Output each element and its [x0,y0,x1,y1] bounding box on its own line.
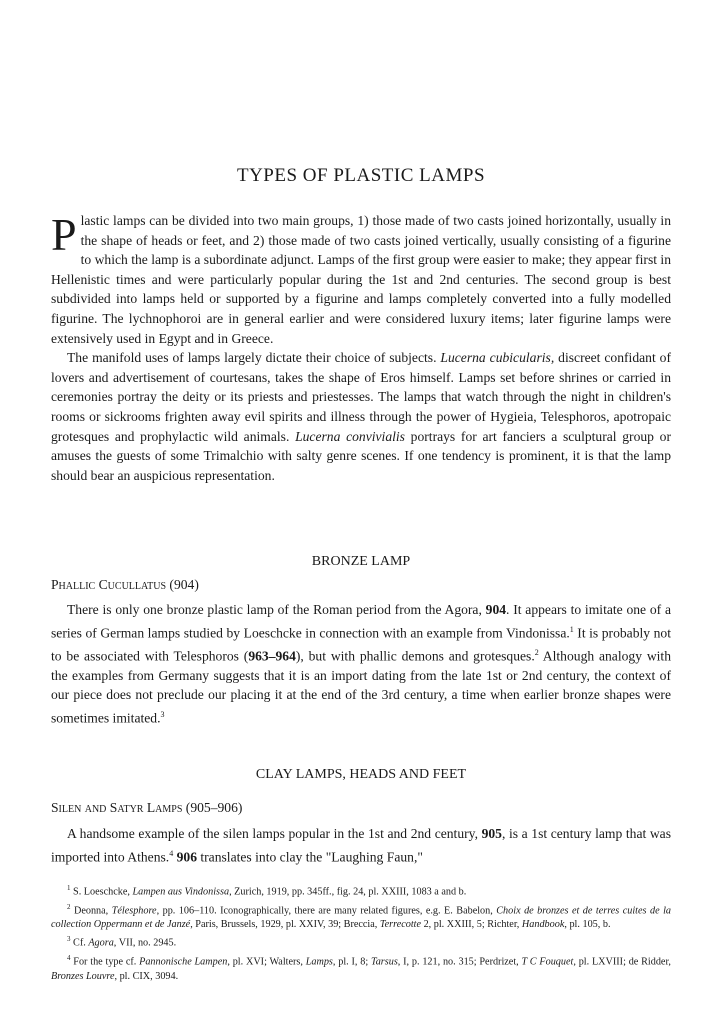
footnote-4: $^4$ For the type cf. Pannonische Lampen, pl. XVI; Walters, Lamps, pl. I, 8; Tarsus, I, p. 121, no. 315; Perdrizet, T C Fouquet, pl. LXVIII; de Ridder, Bronzes Louvre, pl. CIX, 3094. [51,953,671,982]
footnote-2: $^2$ Deonna, Télesphore, pp. 106–110. Iconographically, there are many related figures, e.g. E. Babelon, Choix de bronzes et de terres cuites de la collection Oppermann et de Janzé, Paris, Brussels, 1929, pl. XXIV, 39; Breccia, Terrecotte 2, pl. XXIII, 5; Richter, Handbook, pl. 105, b. [51,902,671,931]
drop-cap: P [51,209,77,260]
clay-heading: CLAY LAMPS, HEADS AND FEET [255,767,467,782]
clay-paragraph: A handsome example of the silen lamps popular in the 1st and 2nd century, 905, is a 1st century lamp that was imported into Athens.$^4$ 906 translates into clay the "Laughing Faun," [51,826,671,865]
clay-subheading: Silen and Satyr Lamps (905–906) [51,800,243,815]
bronze-paragraph: There is only one bronze plastic lamp of the Roman period from the Agora, 904. It appears to imitate one of a series of German lamps studied by Loeschcke in connection with an example from Vindonissa.$^1$ It is probably not to be associated with Telesphoros (963–964), but with phallic demons and grotesques.$^2$ Although analogy with the examples from Germany suggests that it is an import dating from the late 1st or 2nd century, the context of our piece does not preclude our placing it at the end of the 3rd century, a time when earlier bronze shapes were sometimes imitated.$^3$ [51,602,671,726]
footnotes [51,881,671,984]
bronze-heading: BRONZE LAMP [311,554,411,569]
bronze-subheading: Phallic Cucullatus (904) [51,577,199,592]
intro-paragraph-1: Plastic lamps can be divided into two main groups, 1) those made of two casts joined horizontally, usually in the shape of heads or feet, and 2) those made of two casts joined vertically, usually consisting of a figurine to which the lamp is a subordinate adjunct. Lamps of the first group were easier to make; they appear first in Hellenistic times and were particularly popular during the 1st and 2nd centuries. The second group is best subdivided into lamps held or supported by a figurine and lamps completely converted into a fully modelled figurine. The lychnophoroi are in general earlier and were considered luxury items; later figurine lamps were extensively used in Egypt and in Greece. [51,209,671,346]
footnote-1: $^1$ S. Loeschcke, Lampen aus Vindonissa, Zurich, 1919, pp. 345ff., fig. 24, pl. XXIII, 1083 a and b. [67,884,467,898]
footnote-3: $^3$ Cf. Agora, VII, no. 2945. [67,935,177,949]
page-title: TYPES OF PLASTIC LAMPS [236,165,486,186]
intro-section [51,211,671,485]
intro-paragraph-2: The manifold uses of lamps largely dictate their choice of subjects. Lucerna cubicularis, discreet confidant of lovers and advertisement of courtesans, takes the shape of Eros himself. Lamps set before shrines or carried in ceremonies portray the deity or its priests and priestesses. The lamps that watch through the night in children's rooms or sickrooms frighten away evil spirits and illness through the power of Hygieia, Telesphoros, apotropaic grotesques and prophylactic wild animals. Lucerna convivialis portrays for art fanciers a sculptural group or amuses the guests of some Trimalchio with salty genre scenes. If one tendency is prominent, it is that the lamp should bear an auspicious representation. [51,350,671,483]
